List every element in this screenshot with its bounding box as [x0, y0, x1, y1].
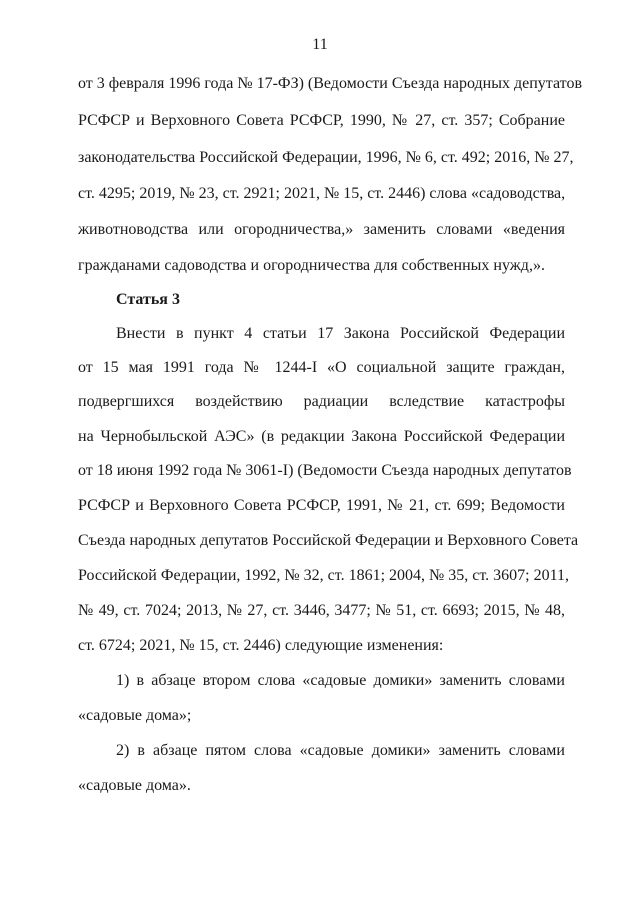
text-line: ст. 4295; 2019, № 23, ст. 2921; 2021, № 15, ст. 2446) слова «садоводства,: [78, 185, 566, 202]
text-line: животноводства или огородничества,» заменить словами «ведения: [78, 221, 565, 238]
text-line: № 49, ст. 7024; 2013, № 27, ст. 3446, 3477; № 51, ст. 6693; 2015, № 48,: [78, 602, 565, 619]
text-line: на Чернобыльской АЭС» (в редакции Закона Российской Федерации: [78, 428, 565, 445]
text-line: гражданами садоводства и огородничества для собственных нужд,».: [78, 257, 545, 274]
text-line: Внести в пункт 4 статьи 17 Закона Российской Федерации: [116, 325, 565, 342]
text-line: от 18 июня 1992 года № 3061-I) (Ведомости Съезда народных депутатов: [78, 462, 572, 479]
text-line: подвергшихся воздействию радиации вследствие катастрофы: [78, 393, 565, 410]
text-line: РСФСР и Верховного Совета РСФСР, 1990, № 27, ст. 357; Собрание: [78, 112, 565, 129]
article-heading: Статья 3: [116, 291, 180, 308]
text-line: ст. 6724; 2021, № 15, ст. 2446) следующие изменения:: [78, 637, 444, 654]
text-line: Съезда народных депутатов Российской Федерации и Верховного Совета: [78, 532, 579, 549]
text-line: от 15 мая 1991 года № 1244-I «О социальной защите граждан,: [78, 359, 565, 376]
text-line: от 3 февраля 1996 года № 17-ФЗ) (Ведомости Съезда народных депутатов: [78, 75, 583, 92]
list-item-2-continued: «садовые дома».: [78, 777, 191, 794]
text-line: Российской Федерации, 1992, № 32, ст. 1861; 2004, № 35, ст. 3607; 2011,: [78, 567, 570, 584]
text-line: РСФСР и Верховного Совета РСФСР, 1991, № 21, ст. 699; Ведомости: [78, 497, 565, 514]
list-item-1-continued: «садовые дома»;: [78, 707, 192, 724]
list-item-1: 1) в абзаце втором слова «садовые домики» заменить словами: [116, 672, 565, 689]
text-line: законодательства Российской Федерации, 1996, № 6, ст. 492; 2016, № 27,: [78, 149, 574, 166]
page-number: 11: [312, 36, 328, 53]
list-item-2: 2) в абзаце пятом слова «садовые домики» заменить словами: [116, 742, 565, 759]
